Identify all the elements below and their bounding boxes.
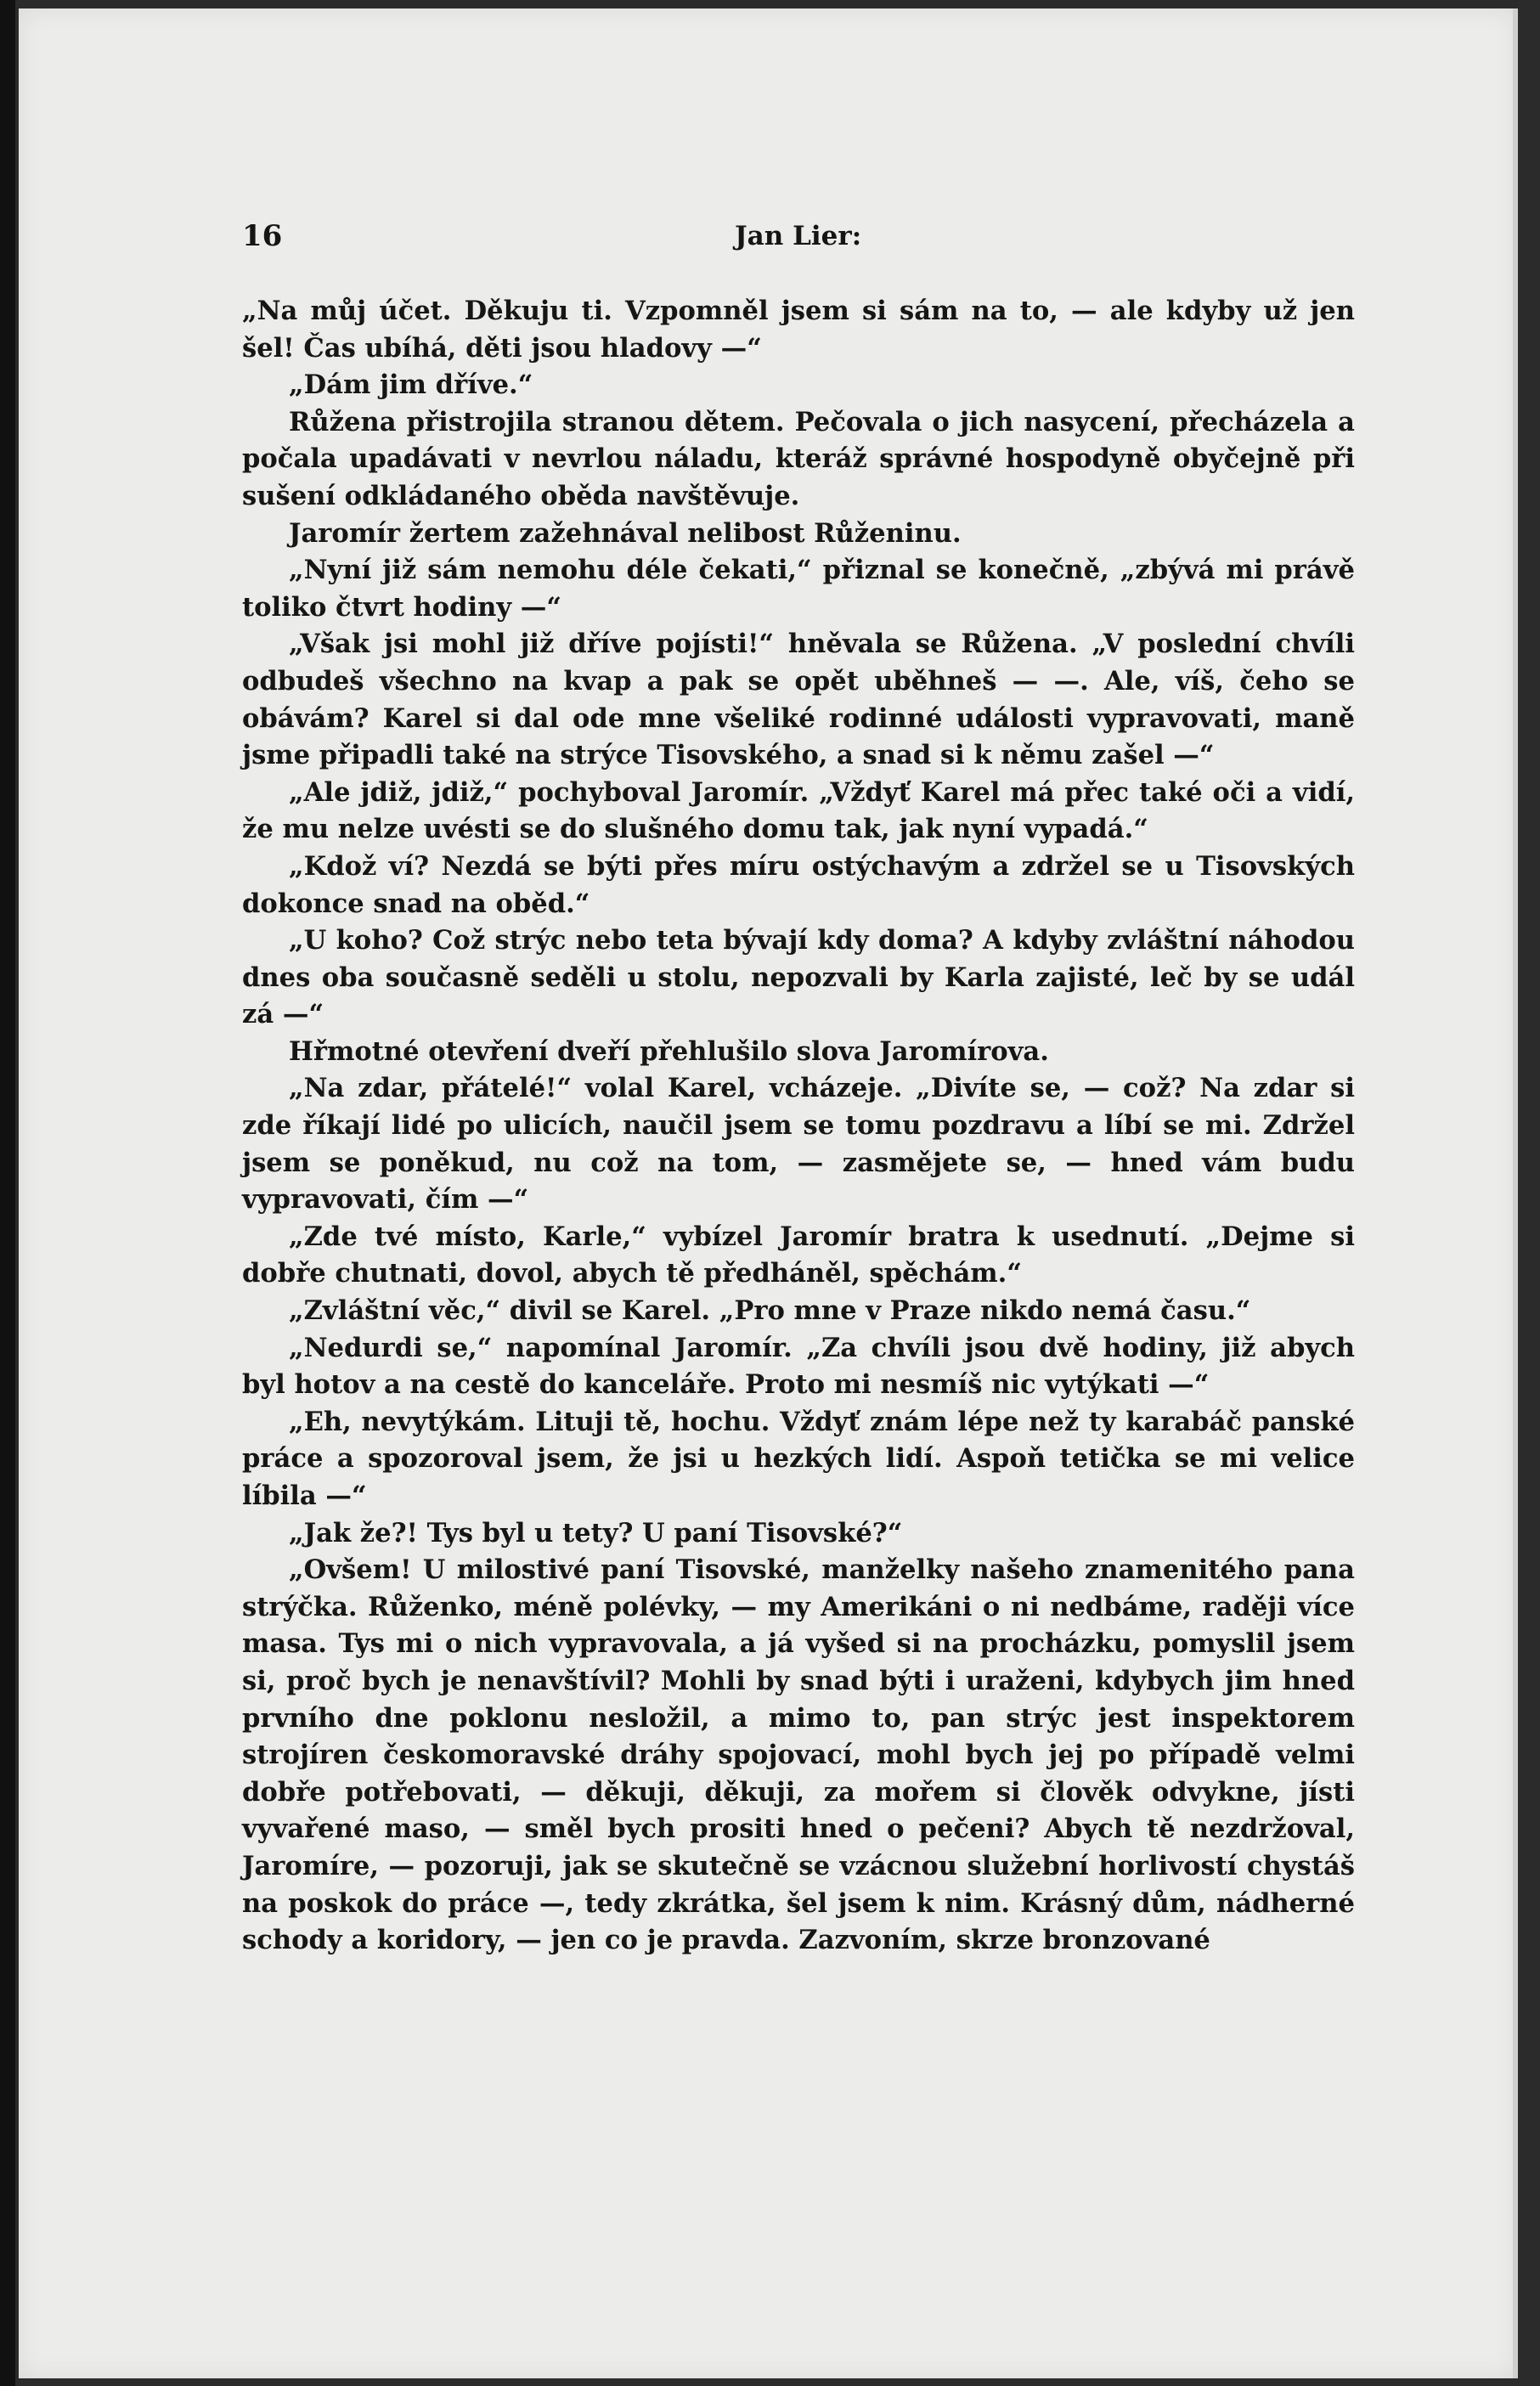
paragraph: „Však jsi mohl již dříve pojísti!“ hněvala se Růžena. „V poslední chvíli odbudeš všechno na kvap a pak se opět uběhneš — —. Ale, víš, čeho se obávám? Karel si dal ode mne všeliké rodinné události vypravovati, maně jsme připadli také na strýce Tisovského, a snad si k němu zašel —“ bbox=[242, 629, 1355, 771]
paragraph: „Dám jim dříve.“ bbox=[289, 369, 533, 401]
binding-edge bbox=[0, 0, 15, 2386]
paragraph: „Nedurdi se,“ napomínal Jaromír. „Za chvíli jsou dvě hodiny, již abych byl hotov a na cestě do kanceláře. Proto mi nesmíš nic vytýkati —“ bbox=[242, 1332, 1355, 1401]
body-text bbox=[242, 293, 1355, 1960]
paragraph: „Na můj účet. Děkuju ti. Vzpomněl jsem si sám na to, — ale kdyby už jen šel! Čas ubíhá, děti jsou hladovy —“ bbox=[242, 296, 1355, 364]
paragraph: „Zvláštní věc,“ divil se Karel. „Pro mne v Praze nikdo nemá času.“ bbox=[289, 1295, 1251, 1327]
paragraph: „Nyní již sám nemohu déle čekati,“ přiznal se konečně, „zbývá mi právě toliko čtvrt hodiny —“ bbox=[242, 555, 1355, 623]
paragraph: „Zde tvé místo, Karle,“ vybízel Jaromír bratra k usednutí. „Dejme si dobře chutnati, dovol, abych tě předháněl, spěchám.“ bbox=[242, 1221, 1355, 1289]
paragraph: „Ale jdiž, jdiž,“ pochyboval Jaromír. „Vždyť Karel má přec také oči a vidí, že mu nelze uvésti se do slušného domu tak, jak nyní vypadá.“ bbox=[242, 776, 1355, 845]
paragraph: Jaromír žertem zažehnával nelibost Růženinu. bbox=[289, 517, 962, 549]
running-head bbox=[242, 219, 1385, 257]
paragraph: „Kdož ví? Nezdá se býti přes míru ostýchavým a zdržel se u Tisovských dokonce snad na oběd.“ bbox=[242, 850, 1355, 919]
paragraph: „Eh, nevytýkám. Lituji tě, hochu. Vždyť znám lépe než ty karabáč panské práce a spozoroval jsem, že jsi u hezkých lidí. Aspoň tetička se mi velice líbila —“ bbox=[242, 1406, 1355, 1511]
paragraph: „Jak že?! Tys byl u tety? U paní Tisovské?“ bbox=[289, 1517, 903, 1548]
paragraph: „Ovšem! U milostivé paní Tisovské, manželky našeho znamenitého pana strýčka. Růženko, méně polévky, — my Amerikáni o ni nedbáme, raději více masa. Tys mi o nich vypravovala, a já vyšed si na procházku, pomyslil jsem si, proč bych je nenavštívil? Mohli by snad býti i uraženi, kdybych jim hned prvního dne poklonu nesložil, a mimo to, pan strýc jest inspektorem strojíren českomoravské dráhy spojovací, mohl bych jej po případě velmi dobře potřebovati, — děkuji, děkuji, za mořem si člověk odvykne, jísti vyvařené maso, — směl bych prositi hned o pečeni? Abych tě nezdržoval, Jaromíre, — pozoruji, jak se skutečně se vzácnou služební horlivostí chystáš na poskok do práce —, tedy zkrátka, šel jsem k nim. Krásný dům, nádherné schody a koridory, — jen co je pravda. Zazvoním, skrze bronzované bbox=[242, 1554, 1355, 1956]
page-number: 16 bbox=[242, 219, 283, 253]
running-head-author: Jan Lier: bbox=[735, 221, 862, 251]
paragraph: Hřmotné otevření dveří přehlušilo slova Jaromírova. bbox=[289, 1035, 1049, 1067]
paragraph: „U koho? Což strýc nebo teta bývají kdy doma? A kdyby zvláštní náhodou dnes oba současně seděli u stolu, nepozvali by Karla zajisté, leč by se udál zá —“ bbox=[242, 925, 1355, 1030]
paragraph: Růžena přistrojila stranou dětem. Pečovala o jich nasycení, přecházela a počala upadávati v nevrlou náladu, kteráž správné hospodyně obyčejně při sušení odkládaného oběda navštěvuje. bbox=[242, 406, 1355, 511]
paragraph: „Na zdar, přátelé!“ volal Karel, vcházeje. „Divíte se, — což? Na zdar si zde říkají lidé po ulicích, naučil jsem se tomu pozdravu a líbí se mi. Zdržel jsem se poněkud, nu což na tom, — zasmějete se, — hned vám budu vypravovati, čím —“ bbox=[242, 1073, 1355, 1216]
page-edge bbox=[1513, 8, 1518, 2378]
